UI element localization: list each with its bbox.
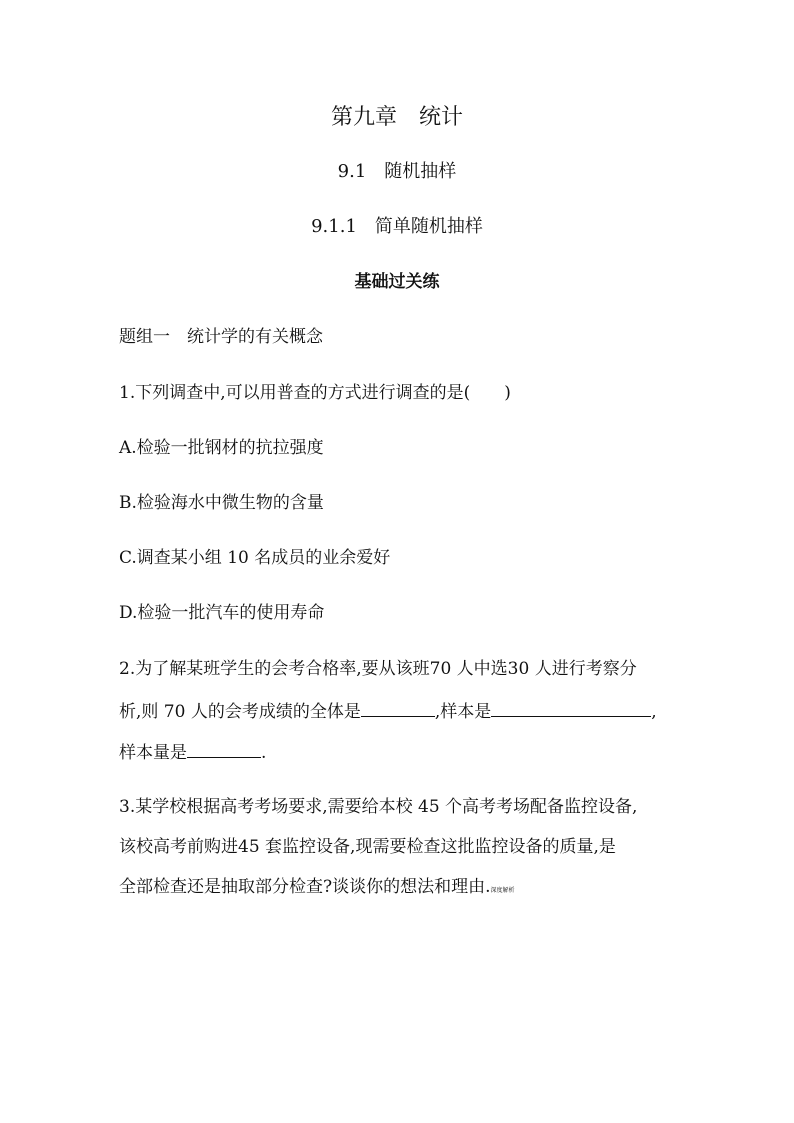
subsection-title: 9.1.1 简单随机抽样 [311,216,483,237]
question-2-line-2 [119,700,657,723]
question-3-text: 全部检查还是抽取部分检查?谈谈你的想法和理由. [119,877,491,897]
question-2-line-3 [119,741,266,764]
question-1-option-d: D.检验一批汽车的使用寿命 [119,603,325,623]
question-3-line-1: 3.某学校根据高考考场要求,需要给本校 45 个高考考场配备监控设备, [119,797,638,817]
question-1-option-c: C.调查某小组 10 名成员的业余爱好 [119,548,391,568]
question-1-stem: 1.下列调查中,可以用普查的方式进行调查的是( ) [119,383,511,403]
question-1-option-a: A.检验一批钢材的抗拉强度 [119,438,324,458]
question-2-text-d: 样本量是 [119,743,187,763]
exercise-title: 基础过关练 [354,272,440,292]
question-2-text-a: 析,则 70 人的会考成绩的全体是 [119,702,361,722]
answer-blank-sample-size[interactable] [187,741,261,758]
chapter-title: 第九章 统计 [330,105,463,130]
question-3-line-3 [119,876,515,898]
question-2-text-c: , [651,702,657,722]
answer-blank-population[interactable] [361,700,435,717]
question-1-option-b: B.检验海水中微生物的含量 [119,493,324,513]
group-title: 题组一 统计学的有关概念 [119,327,323,347]
section-title: 9.1 随机抽样 [337,161,457,182]
answer-blank-sample[interactable] [491,700,651,717]
question-3-line-2: 该校高考前购进45 套监控设备,现需要检查这批监控设备的质量,是 [119,837,616,857]
question-2-text-e: . [261,743,267,763]
deep-analysis-tag: 深度解析 [490,887,515,894]
question-2-line-1: 2.为了解某班学生的会考合格率,要从该班70 人中选30 人进行考察分 [119,659,637,679]
question-2-text-b: ,样本是 [434,702,492,722]
